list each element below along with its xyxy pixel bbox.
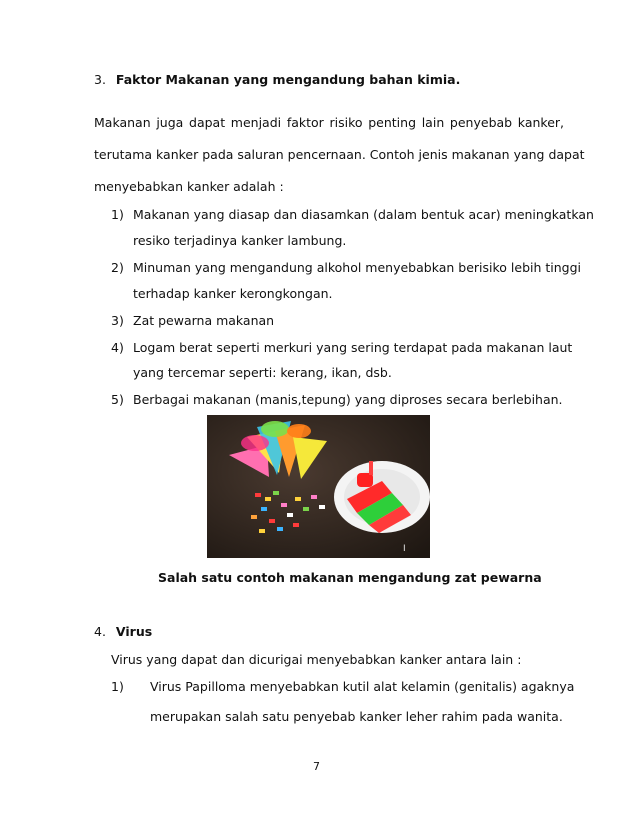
page-number: 7: [313, 760, 320, 773]
section-3-title: Faktor Makanan yang mengandung bahan kimia.: [115, 72, 461, 87]
food-coloring-illustration: [207, 415, 430, 558]
paragraph-line-3: menyebabkan kanker adalah :: [94, 179, 284, 194]
food-coloring-photo: [207, 415, 430, 558]
section-3-heading: [94, 72, 460, 87]
list-item-number: 4): [111, 340, 124, 355]
photo-caption: Salah satu contoh makanan mengandung zat pewarna: [158, 570, 542, 585]
list-item-line: resiko terjadinya kanker lambung.: [133, 233, 347, 248]
section-4-intro: Virus yang dapat dan dicurigai menyebabkan kanker antara lain :: [111, 652, 522, 667]
list-item-number: 1): [111, 207, 124, 222]
list-item-line: Zat pewarna makanan: [133, 313, 275, 328]
list-item-line: Logam berat seperti merkuri yang sering terdapat pada makanan laut: [133, 340, 573, 355]
section-4-heading: [94, 624, 152, 639]
list-item-number: 3): [111, 313, 124, 328]
list-item-number: 1): [111, 679, 124, 694]
section-4-title: Virus: [115, 624, 153, 639]
paragraph-line-1: Makanan juga dapat menjadi faktor risiko penting lain penyebab kanker,: [94, 115, 564, 130]
list-item-line: Minuman yang mengandung alkohol menyebabkan berisiko lebih tinggi: [133, 260, 582, 275]
list-item-line: Makanan yang diasap dan diasamkan (dalam bentuk acar) meningkatkan: [133, 207, 594, 222]
paragraph-line-2: terutama kanker pada saluran pencernaan. Contoh jenis makanan yang dapat: [94, 147, 585, 162]
section-3-number: 3.: [94, 72, 106, 87]
list-item-line: merupakan salah satu penyebab kanker leher rahim pada wanita.: [150, 709, 563, 724]
list-item-line: yang tercemar seperti: kerang, ikan, dsb.: [133, 365, 392, 380]
list-item-line: Virus Papilloma menyebabkan kutil alat kelamin (genitalis) agaknya: [150, 679, 575, 694]
list-item-number: 2): [111, 260, 124, 275]
section-4-number: 4.: [94, 624, 106, 639]
list-item-line: Berbagai makanan (manis,tepung) yang diproses secara berlebihan.: [133, 392, 563, 407]
photo-watermark: I: [403, 544, 406, 554]
list-item-number: 5): [111, 392, 124, 407]
list-item-line: terhadap kanker kerongkongan.: [133, 286, 333, 301]
